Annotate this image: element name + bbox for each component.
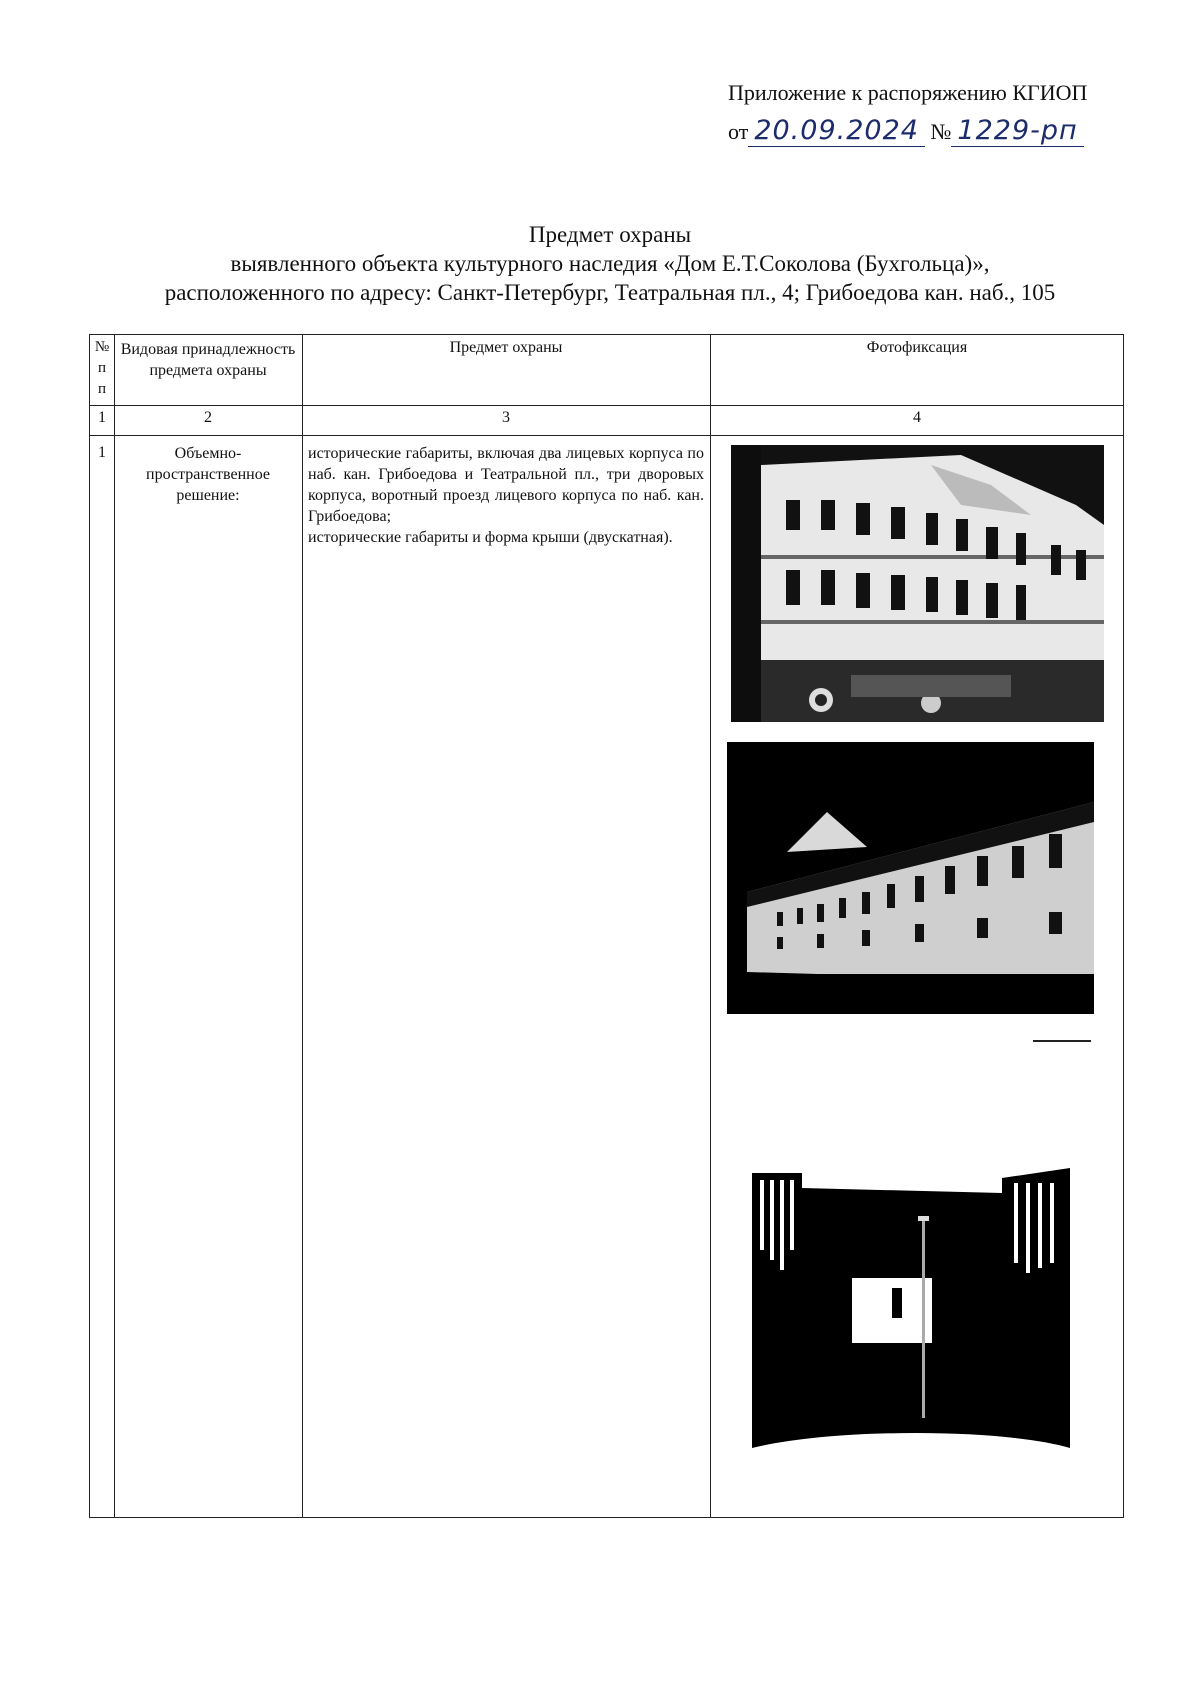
row-divider [90,435,1123,436]
order-line [728,116,1128,147]
header-photo: Фотофиксация [866,339,968,356]
row-divider [90,405,1123,406]
number-label: № [930,119,952,144]
col-number-2: 2 [204,409,212,426]
header-subject: Предмет охраны [449,339,563,356]
subject-paragraph-2: исторические габариты и форма крыши (двускатная). [308,529,673,546]
appendix-title: Приложение к распоряжению КГИОП [728,80,1088,105]
document-title [90,220,1130,307]
col-divider [114,335,115,1517]
photo-separator [1033,1040,1091,1042]
row-number: 1 [98,444,106,461]
from-label: от [728,119,749,144]
photo-facade-2 [727,742,1094,1014]
col-divider [302,335,303,1517]
row-type: Объемно-пространственное решение: [146,445,270,504]
appendix-reference [728,80,1128,147]
header-type: Видовая принадлежность предмета охраны [120,341,296,379]
col-divider [710,335,711,1517]
col-number-1: 1 [98,409,106,426]
photo-facade-1 [731,445,1104,722]
order-date: 20.09.2024 [748,116,925,147]
photo-gateway [752,1158,1070,1493]
header-no: № п п [94,339,110,397]
title-line-2: выявленного объекта культурного наследия «Дом Е.Т.Соколова (Бухгольца)», [230,251,990,276]
title-line-1: Предмет охраны [528,222,692,247]
col-number-3: 3 [502,409,510,426]
title-line-3: расположенного по адресу: Санкт-Петербург, Театральная пл., 4; Грибоедова кан. наб., 105 [164,280,1056,305]
row-subject [308,443,704,548]
col-number-4: 4 [913,409,921,426]
order-number: 1229-рп [951,116,1083,147]
subject-paragraph-1: исторические габариты, включая два лицевых корпуса по наб. кан. Грибоедова и Театральной пл., три дворовых корпуса, воротный проезд лицевого корпуса по наб. кан. Грибоедова; [308,445,704,525]
